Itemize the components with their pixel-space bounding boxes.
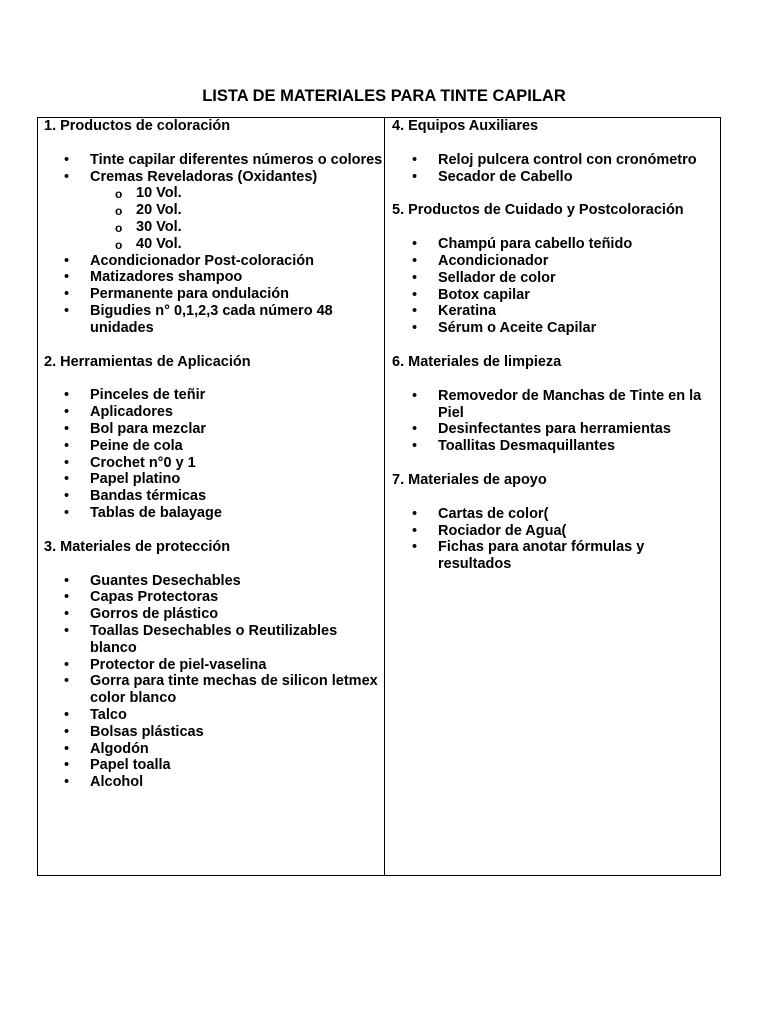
list-item-text: Tinte capilar diferentes números o colores <box>90 151 383 168</box>
list-item <box>44 455 384 472</box>
list-item <box>392 320 720 337</box>
list-item-text: Papel platino <box>90 471 181 488</box>
list-item-text: Sérum o Aceite Capilar <box>438 320 597 337</box>
list-item <box>392 539 720 573</box>
list-item-text: Capas Protectoras <box>90 589 219 606</box>
section-spacer <box>44 337 384 354</box>
list-item <box>44 741 384 758</box>
item-list <box>392 506 720 573</box>
list-item <box>44 286 384 303</box>
list-item-text: Removedor de Manchas de Tinte en la Piel <box>438 387 702 421</box>
section-spacer <box>44 556 384 573</box>
list-item <box>44 152 384 169</box>
left-column <box>38 118 385 875</box>
list-item <box>44 657 384 674</box>
list-item-text: Bolsas plásticas <box>90 723 204 740</box>
item-list <box>392 152 720 186</box>
list-item <box>392 169 720 186</box>
list-item-text: Toallitas Desmaquillantes <box>438 438 616 455</box>
list-item <box>392 253 720 270</box>
item-list <box>392 388 720 455</box>
section-spacer <box>392 337 720 354</box>
list-item-text: Talco <box>90 706 127 723</box>
list-item <box>44 573 384 590</box>
sub-item-list <box>90 185 384 252</box>
list-item-text: Crochet n°0 y 1 <box>90 454 196 471</box>
section-1-productos-de-coloracion <box>44 118 384 354</box>
list-item <box>44 269 384 286</box>
list-item <box>44 253 384 270</box>
document-title: LISTA DE MATERIALES PARA TINTE CAPILAR <box>202 87 566 105</box>
section-2-herramientas-de-aplicacion <box>44 354 384 539</box>
list-item-text: Protector de piel-vaselina <box>90 656 267 673</box>
list-item <box>44 707 384 724</box>
sub-list-item: o 40 Vol. <box>90 236 384 253</box>
section-spacer <box>392 455 720 472</box>
list-item-text: Cartas de color( <box>438 505 549 522</box>
section-4-equipos-auxiliares <box>392 118 720 202</box>
list-item <box>44 589 384 606</box>
section-5-productos-de-cuidado-y-postcoloracion <box>392 202 720 354</box>
list-item-text: Cremas Reveladoras (Oxidantes) <box>90 168 318 185</box>
section-heading: 5. Productos de Cuidado y Postcoloración <box>392 202 684 219</box>
list-item-text: Bol para mezclar <box>90 420 207 437</box>
list-item <box>44 606 384 623</box>
section-3-materiales-de-proteccion <box>44 539 384 791</box>
section-spacer <box>44 370 384 387</box>
list-item-text: Pinceles de teñir <box>90 387 206 404</box>
list-item <box>392 388 720 422</box>
list-item-text: Toallas Desechables o Reutilizables blanco <box>90 622 338 656</box>
section-heading: 1. Productos de coloración <box>44 118 231 134</box>
list-item <box>392 270 720 287</box>
list-item-text: Acondicionador <box>438 252 549 269</box>
list-item-text: Permanente para ondulación <box>90 286 290 303</box>
list-item <box>44 673 384 707</box>
materials-table <box>37 117 721 876</box>
section-spacer <box>392 371 720 388</box>
section-heading: 7. Materiales de apoyo <box>392 471 547 488</box>
list-item <box>392 236 720 253</box>
list-item <box>392 303 720 320</box>
list-item-text: Tablas de balayage <box>90 504 222 521</box>
list-item <box>44 303 384 337</box>
sub-list-item: o 20 Vol. <box>90 202 384 219</box>
section-7-materiales-de-apoyo <box>392 472 720 573</box>
list-item <box>44 774 384 791</box>
list-item <box>44 505 384 522</box>
section-spacer <box>392 185 720 202</box>
list-item-text: Acondicionador Post-coloración <box>90 252 314 269</box>
list-item <box>44 421 384 438</box>
list-item-text: Matizadores shampoo <box>90 269 243 286</box>
list-item-text: Reloj pulcera control con cronómetro <box>438 151 697 168</box>
sub-list-item: o 30 Vol. <box>90 219 384 236</box>
section-heading: 2. Herramientas de Aplicación <box>44 353 251 370</box>
list-item <box>44 757 384 774</box>
list-item <box>44 488 384 505</box>
list-item-text: Gorros de plástico <box>90 606 219 623</box>
item-list <box>392 236 720 337</box>
list-item <box>44 471 384 488</box>
section-spacer <box>44 135 384 152</box>
list-item <box>392 523 720 540</box>
section-heading: 3. Materiales de protección <box>44 538 231 555</box>
list-item-text: Alcohol <box>90 774 144 791</box>
list-item-text: Aplicadores <box>90 404 173 421</box>
list-item-text: Papel toalla <box>90 757 171 774</box>
sub-list-item: o 10 Vol. <box>90 185 384 202</box>
list-item-text: Sellador de color <box>438 269 556 286</box>
item-list <box>44 573 384 791</box>
list-item-text: Peine de cola <box>90 437 183 454</box>
list-item-text: Keratina <box>438 303 497 320</box>
list-item <box>44 623 384 657</box>
list-item <box>44 438 384 455</box>
list-item-text: Algodón <box>90 740 149 757</box>
list-item <box>392 421 720 438</box>
item-list <box>44 387 384 521</box>
list-item-text: Secador de Cabello <box>438 168 573 185</box>
section-spacer <box>44 522 384 539</box>
section-6-materiales-de-limpieza <box>392 354 720 472</box>
section-spacer <box>392 219 720 236</box>
section-spacer <box>392 489 720 506</box>
list-item-text: Fichas para anotar fórmulas y resultados <box>438 539 645 573</box>
list-item <box>392 438 720 455</box>
list-item-text: Desinfectantes para herramientas <box>438 421 671 438</box>
list-item <box>392 506 720 523</box>
list-item <box>392 287 720 304</box>
list-item-text: Guantes Desechables <box>90 572 241 589</box>
list-item <box>44 404 384 421</box>
list-item-text: Rociador de Agua( <box>438 522 567 539</box>
list-item <box>392 152 720 169</box>
list-item-text: Champú para cabello teñido <box>438 236 633 253</box>
section-spacer <box>392 135 720 152</box>
list-item <box>44 387 384 404</box>
list-item-text: Botox capilar <box>438 286 530 303</box>
list-item-text: Gorra para tinte mechas de silicon letmex color blanco <box>90 673 378 707</box>
right-column <box>385 118 720 875</box>
list-item-text: Bandas térmicas <box>90 488 207 505</box>
item-list <box>44 152 384 337</box>
list-item <box>44 169 384 253</box>
section-heading: 4. Equipos Auxiliares <box>392 118 539 134</box>
list-item-text: Bigudies n° 0,1,2,3 cada número 48 unidades <box>90 302 333 336</box>
section-heading: 6. Materiales de limpieza <box>392 353 562 370</box>
list-item <box>44 724 384 741</box>
